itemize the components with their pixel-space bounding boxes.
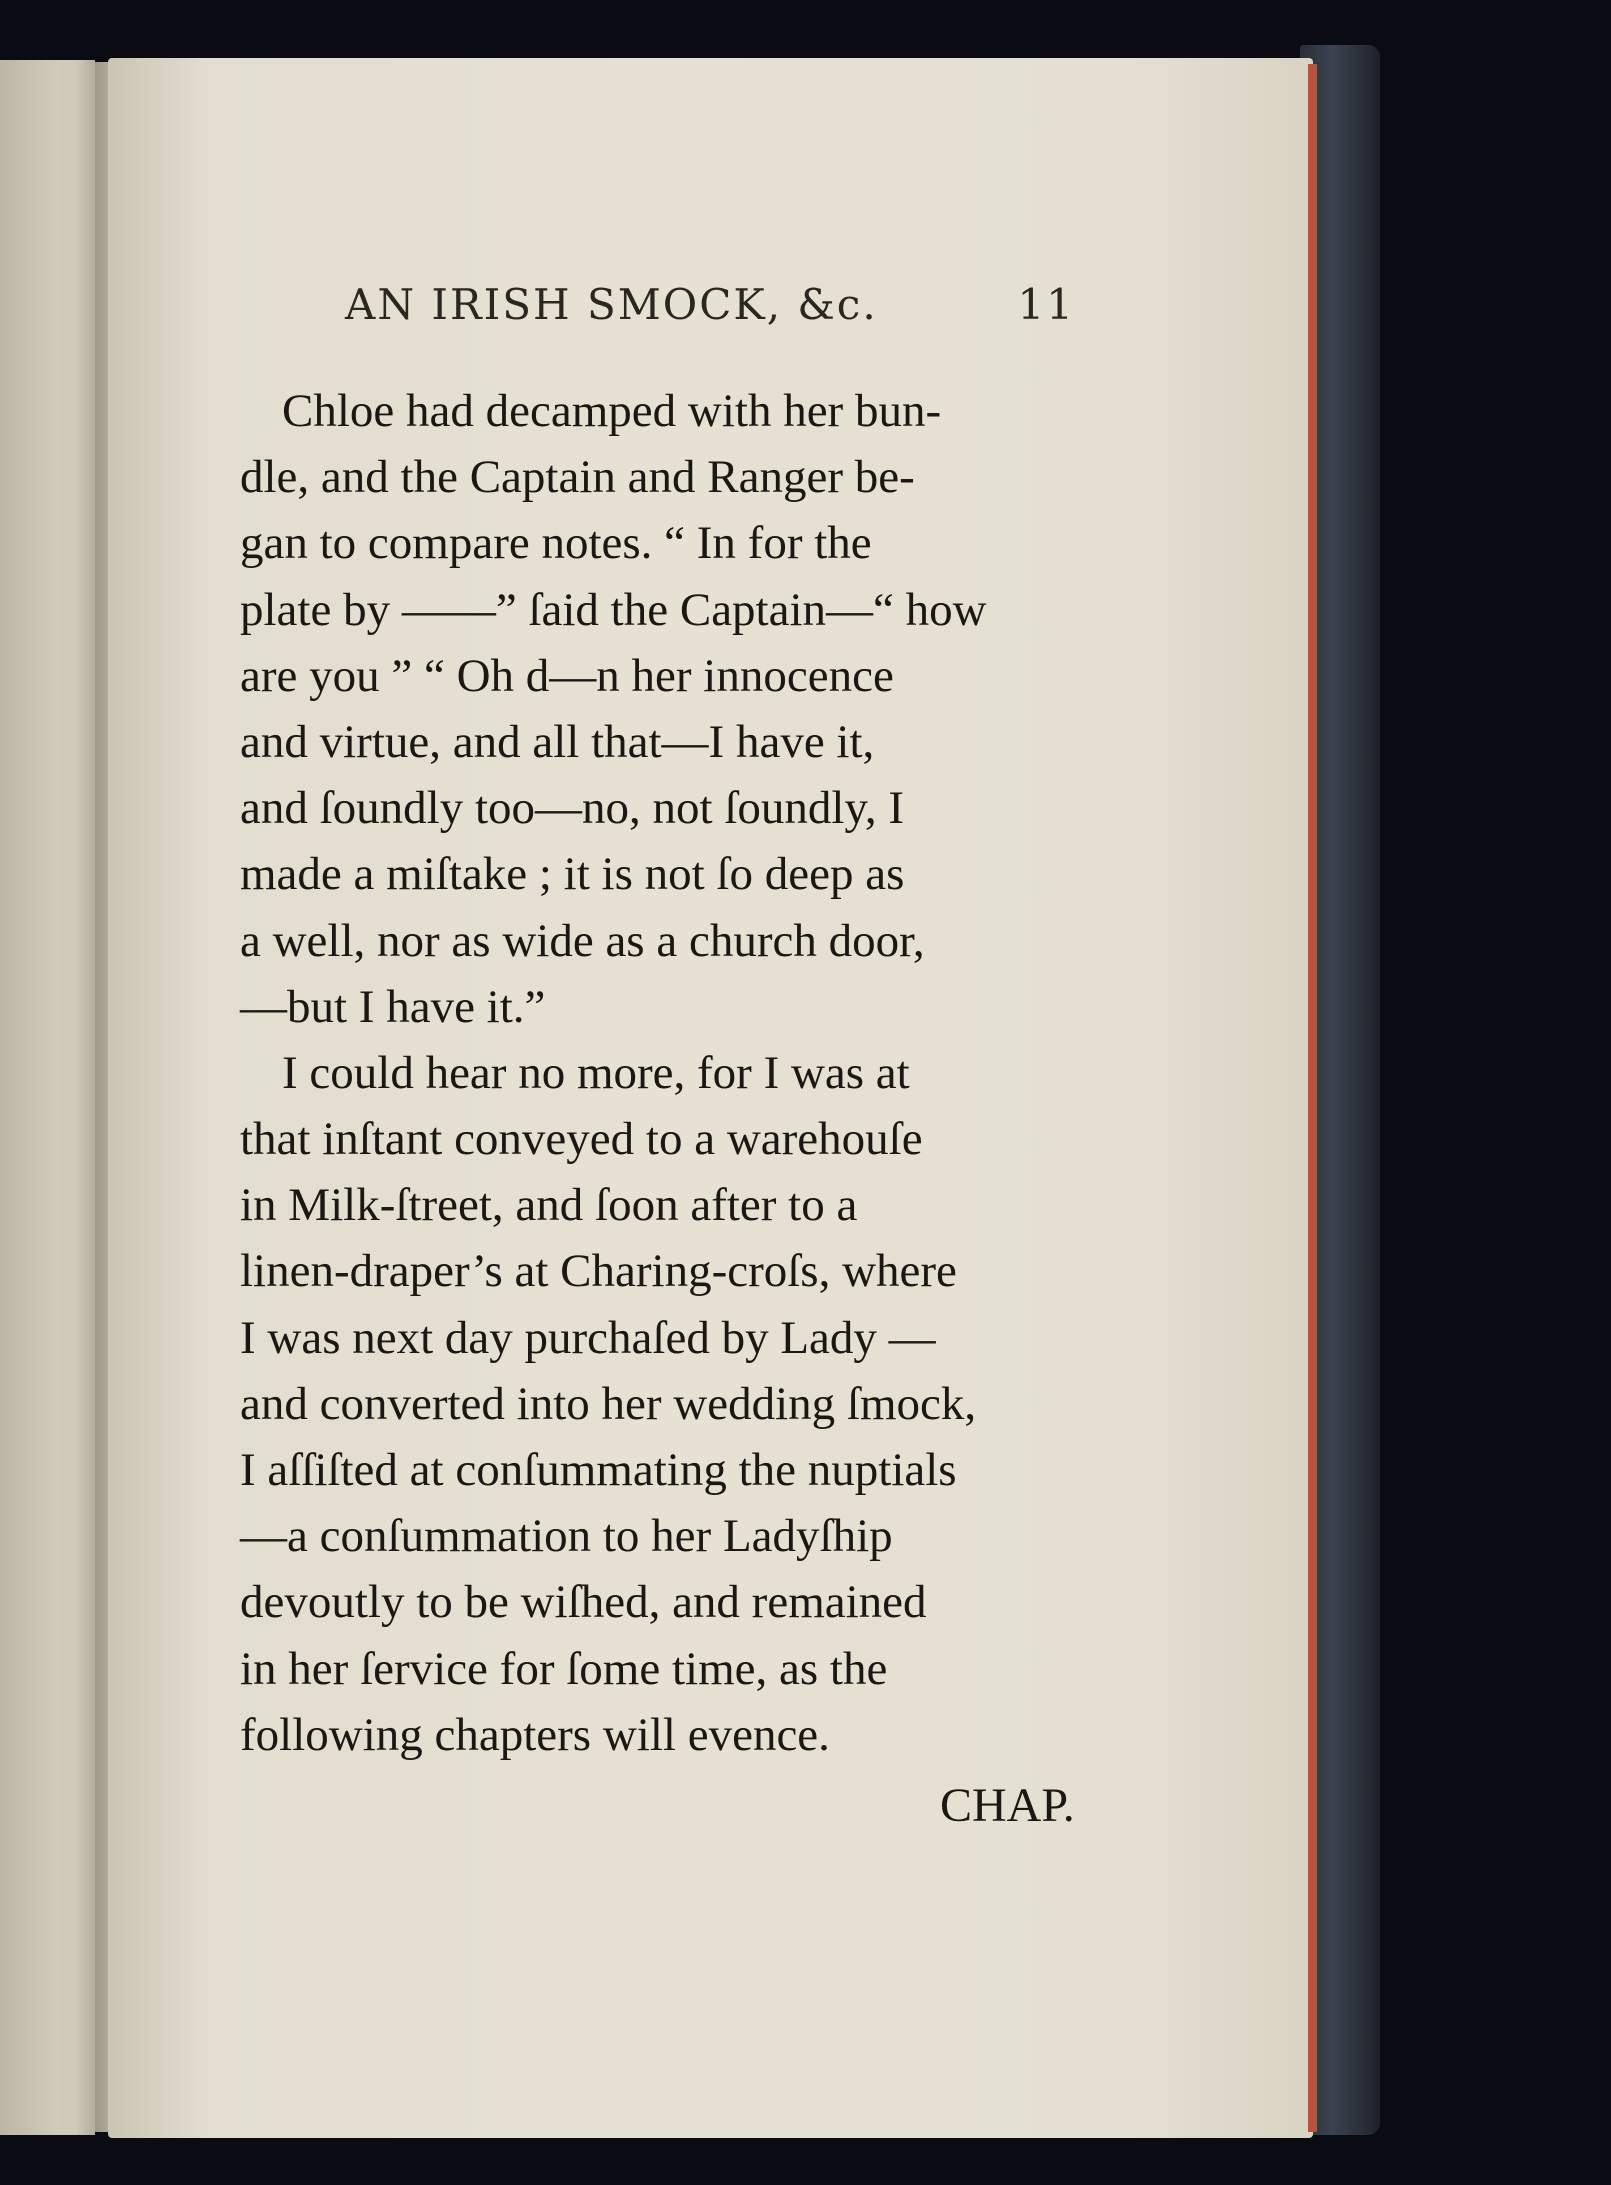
text-line <box>240 378 1100 444</box>
text-line <box>240 841 1100 907</box>
text-line <box>240 1106 1100 1172</box>
line-text: I was next day purchaſed by Lady — <box>240 1311 936 1364</box>
text-line <box>240 908 1100 974</box>
line-text: are you ” “ Oh d—n her innocence <box>240 649 894 702</box>
line-text: and converted into her wedding ſmock, <box>240 1377 977 1430</box>
line-text: linen-draper’s at Charing-croſs, where <box>240 1245 957 1298</box>
line-text: that inſtant conveyed to a warehouſe <box>240 1113 923 1166</box>
page-number: 11 <box>1017 280 1075 329</box>
line-text: made a miſtake ; it is not ſo deep as <box>240 848 905 901</box>
text-line <box>240 775 1100 841</box>
line-text: Chloe had decamped with her bun- <box>282 385 942 437</box>
line-text: I could hear no more, for I was at <box>282 1046 910 1099</box>
line-text: a well, nor as wide as a church door, <box>240 914 925 967</box>
line-text: plate by ——” ſaid the Captain—“ how <box>240 583 987 636</box>
line-text: in Milk-ſtreet, and ſoon after to a <box>240 1179 858 1232</box>
text-line <box>240 577 1100 643</box>
text-line <box>240 1305 1100 1371</box>
paragraph-1 <box>240 378 1100 1040</box>
text-line <box>240 510 1100 576</box>
text-line <box>240 1636 1100 1702</box>
page-body <box>240 378 1100 1768</box>
line-text: devoutly to be wiſhed, and remained <box>240 1576 927 1629</box>
text-line <box>240 1437 1100 1503</box>
text-line <box>240 444 1100 510</box>
text-line <box>240 1371 1100 1437</box>
line-text: in her ſervice for ſome time, as the <box>240 1642 888 1695</box>
paragraph-2 <box>240 1040 1100 1768</box>
facing-page <box>0 60 95 2135</box>
line-text: and virtue, and all that—I have it, <box>240 715 875 768</box>
text-line <box>240 1503 1100 1569</box>
catchword: CHAP. <box>940 1779 1075 1832</box>
line-text: dle, and the Captain and Ranger be- <box>240 451 915 504</box>
text-line <box>240 1238 1100 1304</box>
line-text: gan to compare notes. “ In for the <box>240 517 872 570</box>
text-line <box>240 643 1100 709</box>
text-line <box>240 974 1100 1040</box>
line-text: —but I have it.” <box>240 980 546 1033</box>
text-line <box>240 1702 1100 1768</box>
line-text: following chapters will evence. <box>240 1708 830 1761</box>
running-title: AN IRISH SMOCK, &c. <box>345 280 878 329</box>
text-line <box>240 1172 1100 1238</box>
line-text: I aſſiſted at conſummating the nuptials <box>240 1444 957 1496</box>
line-text: and ſoundly too—no, not ſoundly, I <box>240 782 905 835</box>
text-line <box>240 1040 1100 1106</box>
text-line <box>240 1569 1100 1635</box>
red-page-edge <box>1308 64 1317 2132</box>
line-text: —a conſummation to her Ladyſhip <box>240 1510 893 1563</box>
text-line <box>240 709 1100 775</box>
running-header <box>345 280 1075 329</box>
